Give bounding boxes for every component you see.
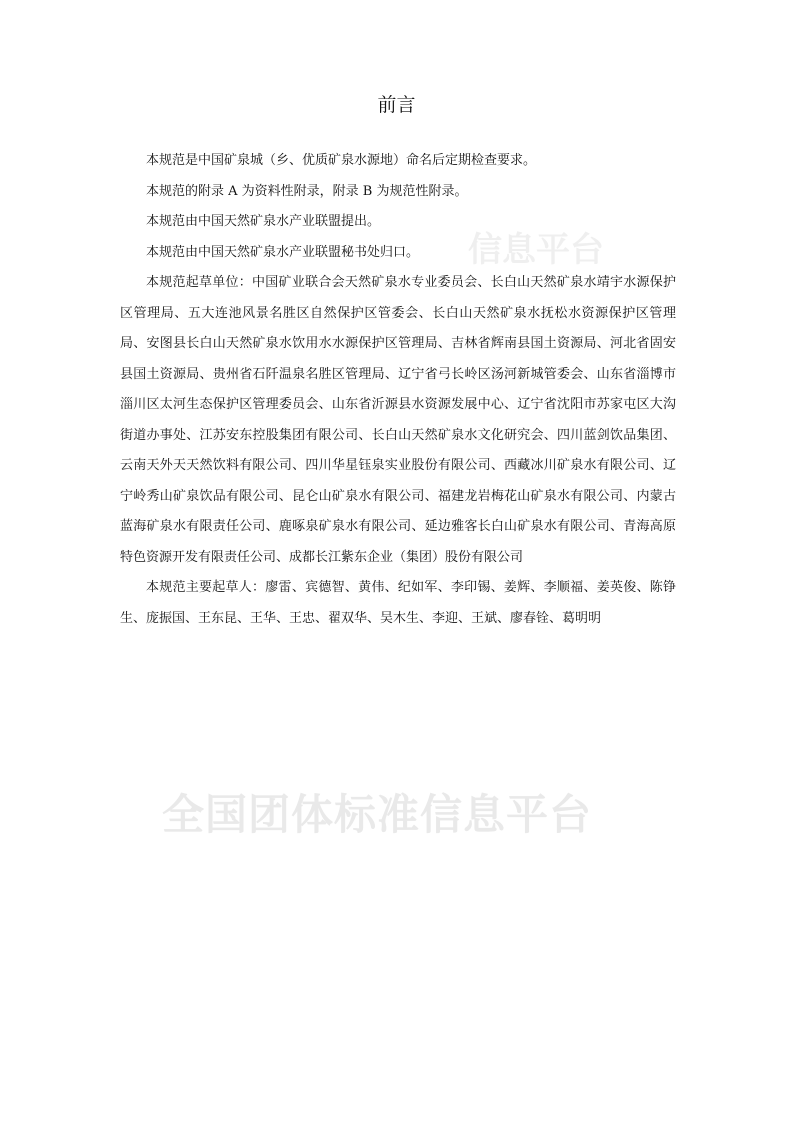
paragraph-scope: 本规范是中国矿泉城（乡、优质矿泉水源地）命名后定期检查要求。 — [146, 153, 537, 168]
paragraph-drafters: 本规范主要起草人：廖雷、宾德智、黄伟、纪如军、李印锡、姜辉、李顺福、姜英俊、陈铮生、庞振国、王东昆、王华、王忠、翟双华、吴木生、李迎、王斌、廖春铨、葛明明 — [120, 580, 676, 626]
document-body — [120, 146, 676, 634]
paragraph-proposer: 本规范由中国天然矿泉水产业联盟提出。 — [146, 214, 381, 229]
paragraph-appendix: 本规范的附录 A 为资料性附录，附录 B 为规范性附录。 — [146, 183, 468, 199]
paragraph-administrator: 本规范由中国天然矿泉水产业联盟秘书处归口。 — [146, 244, 420, 260]
watermark-top: 信息平台 — [468, 230, 604, 270]
paragraph-drafting-units: 本规范起草单位：中国矿业联合会天然矿泉水专业委员会、长白山天然矿泉水靖宇水源保护区管理局、五大连池风景名胜区自然保护区管委会、长白山天然矿泉水抚松水资源保护区管理局、安图县长白山天然矿泉水饮用水水源保护区管理局、吉林省辉南县国土资源局、河北省固安县国土资源局、贵州省石阡温泉名胜区管理局、辽宁省弓长岭区汤河新城管委会、山东省淄博市淄川区太河生态保护区管理委员会、山东省沂源县水资源发展中心、辽宁省沈阳市苏家屯区大沟街道办事处、江苏安东控股集团有限公司、长白山天然矿泉水文化研究会、四川蓝剑饮品集团、云南天外天天然饮料有限公司、四川华星钰泉实业股份有限公司、西藏冰川矿泉水有限公司、辽宁岭秀山矿泉饮品有限公司、昆仑山矿泉水有限公司、福建龙岩梅花山矿泉水有限公司、内蒙古蓝海矿泉水有限责任公司、鹿啄泉矿泉水有限公司、延边雅客长白山矿泉水有限公司、青海高原特色资源开发有限责任公司、成都长江紫东企业（集团）股份有限公司 — [120, 275, 676, 565]
watermark-main: 全国团体标准信息平台 — [162, 790, 593, 839]
page-title: 前言 — [377, 94, 416, 116]
